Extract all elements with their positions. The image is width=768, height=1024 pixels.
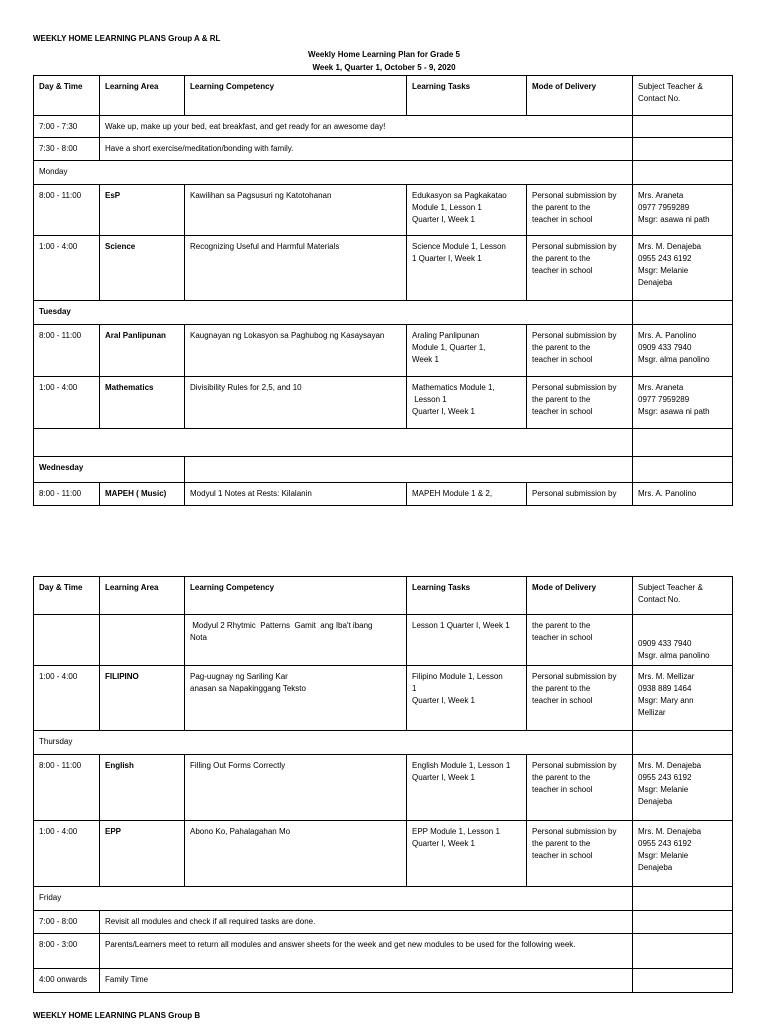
col-mode-of-delivery: Mode of Delivery (527, 577, 633, 615)
teacher-cell: Mrs. M. Denajeba 0955 243 6192 Msgr: Melanie Denajeba (633, 755, 733, 821)
teacher-cell: 0909 433 7940 Msgr. alma panolino (633, 615, 733, 666)
competency-cell: Modyul 1 Notes at Rests: Kilalanin (185, 483, 407, 506)
teacher-cell: Mrs. Araneta 0977 7959289 Msgr: asawa ni path (633, 185, 733, 236)
tasks-cell: Mathematics Module 1, Lesson 1 Quarter I, Week 1 (407, 377, 527, 429)
area-cell: Mathematics (100, 377, 185, 429)
tasks-cell: Lesson 1 Quarter I, Week 1 (407, 615, 527, 666)
col-day-time: Day & Time (34, 76, 100, 116)
col-learning-competency: Learning Competency (185, 577, 407, 615)
time-cell: 7:00 - 8:00 (34, 911, 100, 934)
routine-row (34, 911, 733, 934)
teacher-cell: Mrs. A. Panolino 0909 433 7940 Msgr. alma panolino (633, 325, 733, 377)
plan-period: Week 1, Quarter 1, October 5 - 9, 2020 (312, 63, 456, 72)
empty-cell (633, 911, 733, 934)
day-row-tuesday (34, 301, 733, 325)
competency-cell: Modyul 2 Rhytmic Patterns Gamit ang Iba't ibang Nota (185, 615, 407, 666)
area-cell: Aral Panlipunan (100, 325, 185, 377)
teacher-cell: Mrs. M. Denajeba 0955 243 6192 Msgr: Melanie Denajeba (633, 821, 733, 887)
teacher-cell: Mrs. A. Panolino (633, 483, 733, 506)
day-label: Friday (34, 887, 633, 911)
continuation-row (34, 615, 733, 666)
delivery-cell: Personal submission by the parent to the teacher in school (527, 185, 633, 236)
day-label: Thursday (34, 731, 633, 755)
tasks-cell: Araling Panlipunan Module 1, Quarter 1, Week 1 (407, 325, 527, 377)
area-cell: Science (100, 236, 185, 301)
activity-cell: Parents/Learners meet to return all modules and answer sheets for the week and get new modules to be used for the following week. (100, 934, 633, 969)
teacher-cell: Mrs. M. Mellizar 0938 889 1464 Msgr: Mary ann Mellizar (633, 666, 733, 731)
col-learning-tasks: Learning Tasks (407, 76, 527, 116)
day-row-thursday (34, 731, 733, 755)
day-row-monday (34, 161, 733, 185)
col-learning-competency: Learning Competency (185, 76, 407, 116)
time-cell: 8:00 - 11:00 (34, 325, 100, 377)
schedule-row (34, 755, 733, 821)
day-label: Wednesday (34, 457, 185, 483)
time-cell: 1:00 - 4:00 (34, 666, 100, 731)
routine-row (34, 138, 733, 161)
top-heading: WEEKLY HOME LEARNING PLANS Group A & RL (33, 34, 221, 43)
col-learning-area: Learning Area (100, 577, 185, 615)
time-cell: 7:30 - 8:00 (34, 138, 100, 161)
plan-title: Weekly Home Learning Plan for Grade 5 (308, 50, 460, 59)
empty-cell (633, 301, 733, 325)
schedule-row (34, 483, 733, 506)
routine-row (34, 934, 733, 969)
teacher-cell: Mrs. Araneta 0977 7959289 Msgr: asawa ni path (633, 377, 733, 429)
competency-cell: Kawilihan sa Pagsusuri ng Katotohanan (185, 185, 407, 236)
activity-cell: Family Time (100, 969, 633, 993)
tasks-cell: EPP Module 1, Lesson 1 Quarter I, Week 1 (407, 821, 527, 887)
time-cell: 1:00 - 4:00 (34, 236, 100, 301)
routine-row (34, 116, 733, 138)
delivery-cell: Personal submission by the parent to the teacher in school (527, 666, 633, 731)
delivery-cell: the parent to the teacher in school (527, 615, 633, 666)
col-mode-of-delivery: Mode of Delivery (527, 76, 633, 116)
tasks-cell: Science Module 1, Lesson 1 Quarter I, Week 1 (407, 236, 527, 301)
empty-cell (633, 887, 733, 911)
day-row-wednesday (34, 457, 733, 483)
empty-cell (100, 615, 185, 666)
empty-cell (185, 457, 633, 483)
tasks-cell: Filipino Module 1, Lesson 1 Quarter I, Week 1 (407, 666, 527, 731)
empty-cell (633, 457, 733, 483)
plan-table-1 (33, 75, 733, 506)
col-subject-teacher: Subject Teacher & Contact No. (633, 577, 733, 615)
schedule-row (34, 236, 733, 301)
col-learning-area: Learning Area (100, 76, 185, 116)
time-cell: 8:00 - 11:00 (34, 755, 100, 821)
delivery-cell: Personal submission by the parent to the teacher in school (527, 325, 633, 377)
tasks-cell: English Module 1, Lesson 1 Quarter I, Week 1 (407, 755, 527, 821)
time-cell: 1:00 - 4:00 (34, 377, 100, 429)
day-label: Tuesday (34, 301, 633, 325)
header-row (34, 76, 733, 116)
header-row (34, 577, 733, 615)
col-day-time: Day & Time (34, 577, 100, 615)
delivery-cell: Personal submission by the parent to the teacher in school (527, 236, 633, 301)
col-subject-teacher: Subject Teacher & Contact No. (633, 76, 733, 116)
empty-cell (633, 161, 733, 185)
schedule-row (34, 185, 733, 236)
delivery-cell: Personal submission by the parent to the teacher in school (527, 821, 633, 887)
empty-cell (633, 969, 733, 993)
empty-cell (633, 116, 733, 138)
empty-cell (633, 934, 733, 969)
empty-cell (34, 615, 100, 666)
area-cell: EPP (100, 821, 185, 887)
area-cell: MAPEH ( Music) (100, 483, 185, 506)
time-cell: 7:00 - 7:30 (34, 116, 100, 138)
time-cell: 8:00 - 11:00 (34, 185, 100, 236)
routine-row (34, 969, 733, 993)
delivery-cell: Personal submission by the parent to the teacher in school (527, 755, 633, 821)
competency-cell: Pag-uugnay ng Sariling Kar anasan sa Napakinggang Teksto (185, 666, 407, 731)
tasks-cell: Edukasyon sa Pagkakatao Module 1, Lesson 1 Quarter I, Week 1 (407, 185, 527, 236)
bottom-heading: WEEKLY HOME LEARNING PLANS Group B (33, 1011, 201, 1020)
time-cell: 1:00 - 4:00 (34, 821, 100, 887)
empty-cell (633, 429, 733, 457)
empty-cell (633, 138, 733, 161)
schedule-row (34, 377, 733, 429)
activity-cell: Revisit all modules and check if all required tasks are done. (100, 911, 633, 934)
area-cell: English (100, 755, 185, 821)
time-cell: 8:00 - 3:00 (34, 934, 100, 969)
delivery-cell: Personal submission by the parent to the teacher in school (527, 377, 633, 429)
empty-cell (34, 429, 633, 457)
col-learning-tasks: Learning Tasks (407, 577, 527, 615)
tasks-cell: MAPEH Module 1 & 2, (407, 483, 527, 506)
area-cell: EsP (100, 185, 185, 236)
empty-cell (633, 731, 733, 755)
schedule-row (34, 325, 733, 377)
competency-cell: Kaugnayan ng Lokasyon sa Paghubog ng Kasaysayan (185, 325, 407, 377)
blank-row (34, 429, 733, 457)
time-cell: 4:00 onwards (34, 969, 100, 993)
time-cell: 8:00 - 11:00 (34, 483, 100, 506)
plan-table-2 (33, 576, 733, 993)
teacher-cell: Mrs. M. Denajeba 0955 243 6192 Msgr: Melanie Denajeba (633, 236, 733, 301)
day-label: Monday (34, 161, 633, 185)
schedule-row (34, 666, 733, 731)
activity-cell: Have a short exercise/meditation/bonding with family. (100, 138, 633, 161)
activity-cell: Wake up, make up your bed, eat breakfast, and get ready for an awesome day! (100, 116, 633, 138)
competency-cell: Divisibility Rules for 2,5, and 10 (185, 377, 407, 429)
competency-cell: Filling Out Forms Correctly (185, 755, 407, 821)
delivery-cell: Personal submission by (527, 483, 633, 506)
competency-cell: Abono Ko, Pahalagahan Mo (185, 821, 407, 887)
day-row-friday (34, 887, 733, 911)
schedule-row (34, 821, 733, 887)
area-cell: FILIPINO (100, 666, 185, 731)
competency-cell: Recognizing Useful and Harmful Materials (185, 236, 407, 301)
